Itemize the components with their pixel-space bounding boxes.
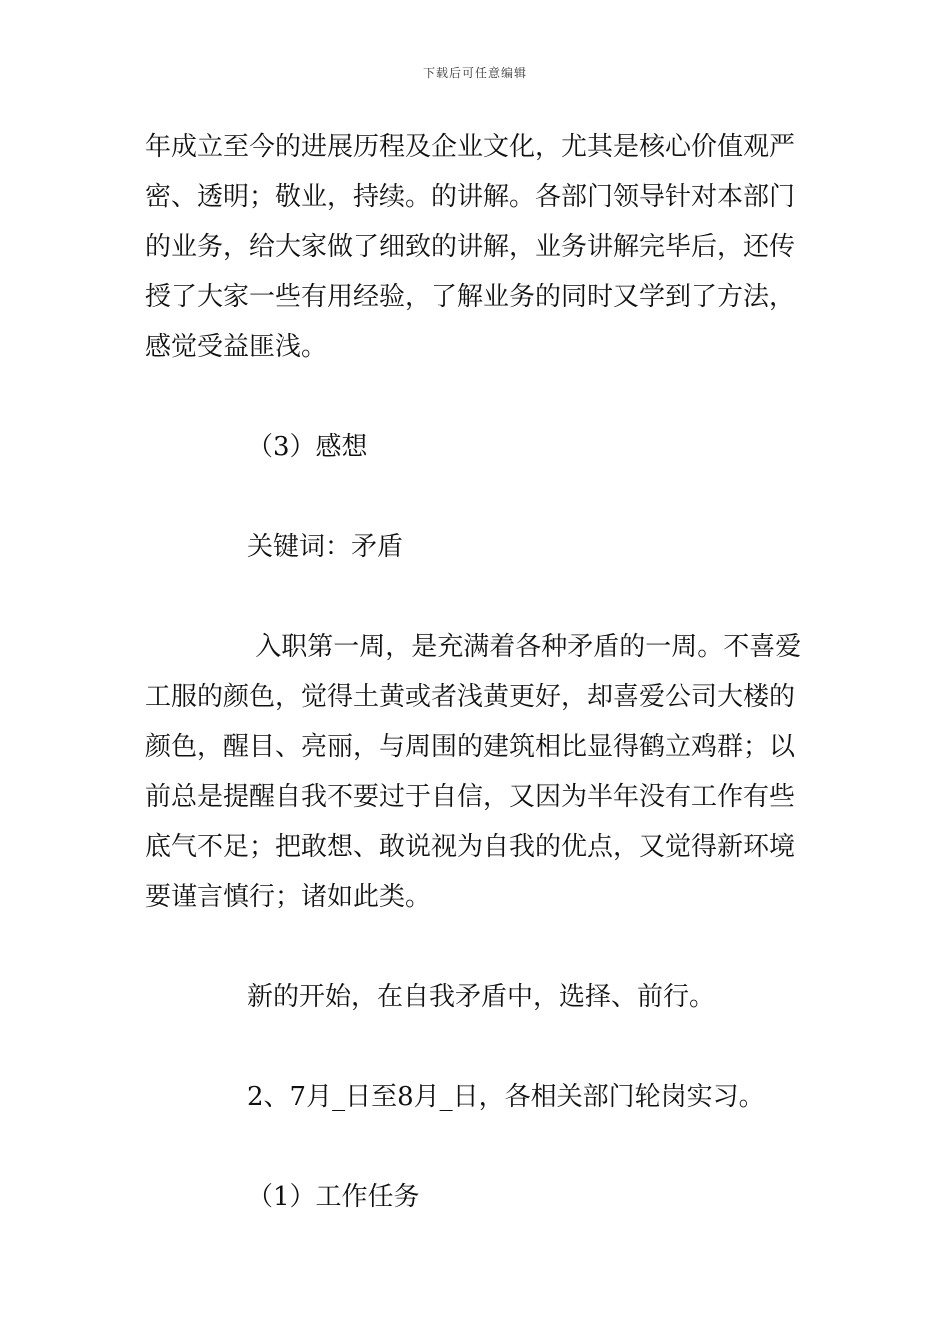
text-line: 感觉受益匪浅。 <box>145 332 328 362</box>
text-line: 密、透明；敬业，持续。的讲解。各部门领导针对本部门 <box>145 182 796 212</box>
keyword-line: 关键词：矛盾 <box>247 532 404 562</box>
text-line: 颜色，醒目、亮丽，与周围的建筑相比显得鹤立鸡群；以 <box>145 732 796 762</box>
document-body <box>145 122 810 1222</box>
subsection-heading-tasks: （1）工作任务 <box>247 1182 420 1212</box>
paragraph-company-intro <box>145 122 810 372</box>
section-heading-rotation: 2、7月_日至8月_日，各相关部门轮岗实习。 <box>247 1082 765 1112</box>
text-line: 前总是提醒自我不要过于自信，又因为半年没有工作有些 <box>145 782 796 812</box>
text-line: 入职第一周，是充满着各种矛盾的一周。不喜爱 <box>247 632 802 662</box>
text-line: 要谨言慎行；诸如此类。 <box>145 882 432 912</box>
text-line: 年成立至今的进展历程及企业文化，尤其是核心价值观严 <box>145 132 796 162</box>
text-line: 授了大家一些有用经验，了解业务的同时又学到了方法， <box>145 282 796 312</box>
text-line: 的业务，给大家做了细致的讲解，业务讲解完毕后，还传 <box>145 232 796 262</box>
text-line: 底气不足；把敢想、敢说视为自我的优点，又觉得新环境 <box>145 832 796 862</box>
section-heading-feelings: （3）感想 <box>247 432 368 462</box>
text-line: 工服的颜色，觉得土黄或者浅黄更好，却喜爱公司大楼的 <box>145 682 796 712</box>
paragraph-contradictions <box>145 622 810 922</box>
page-header: 下载后可任意编辑 <box>422 66 527 80</box>
paragraph-new-beginning: 新的开始，在自我矛盾中，选择、前行。 <box>247 982 716 1012</box>
